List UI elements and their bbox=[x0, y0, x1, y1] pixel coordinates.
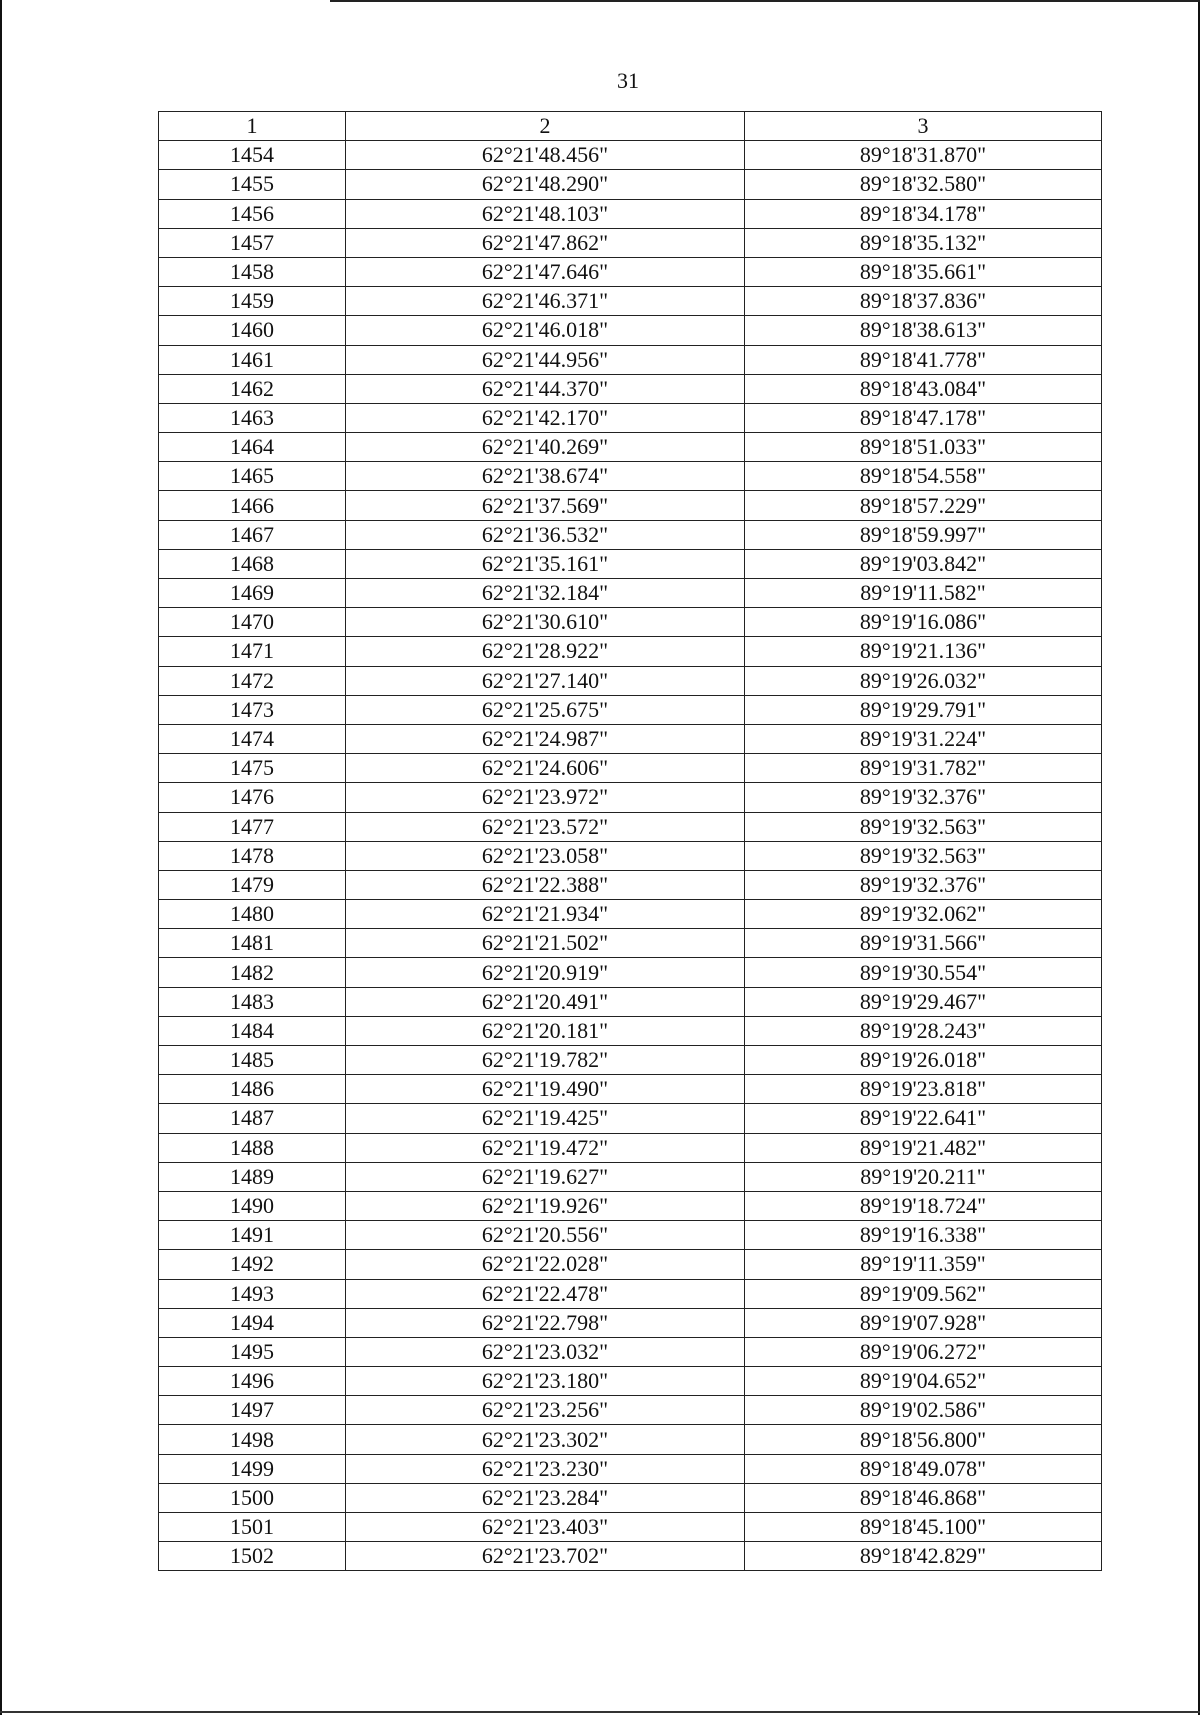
table-row bbox=[159, 287, 1102, 316]
point-number-cell: 1462 bbox=[159, 374, 346, 403]
table-row bbox=[159, 841, 1102, 870]
longitude-cell: 89°19'32.563" bbox=[745, 812, 1102, 841]
longitude-cell: 89°19'32.376" bbox=[745, 783, 1102, 812]
point-number-cell: 1483 bbox=[159, 987, 346, 1016]
point-number-cell: 1487 bbox=[159, 1104, 346, 1133]
column-header-2: 2 bbox=[346, 112, 745, 141]
latitude-cell: 62°21'23.403" bbox=[346, 1513, 745, 1542]
point-number-cell: 1480 bbox=[159, 900, 346, 929]
longitude-cell: 89°18'59.997" bbox=[745, 520, 1102, 549]
point-number-cell: 1489 bbox=[159, 1162, 346, 1191]
point-number-cell: 1463 bbox=[159, 403, 346, 432]
latitude-cell: 62°21'40.269" bbox=[346, 433, 745, 462]
longitude-cell: 89°19'07.928" bbox=[745, 1308, 1102, 1337]
point-number-cell: 1457 bbox=[159, 228, 346, 257]
point-number-cell: 1486 bbox=[159, 1075, 346, 1104]
point-number-cell: 1475 bbox=[159, 754, 346, 783]
latitude-cell: 62°21'46.018" bbox=[346, 316, 745, 345]
latitude-cell: 62°21'21.934" bbox=[346, 900, 745, 929]
latitude-cell: 62°21'30.610" bbox=[346, 608, 745, 637]
point-number-cell: 1499 bbox=[159, 1454, 346, 1483]
longitude-cell: 89°18'35.132" bbox=[745, 228, 1102, 257]
table-row bbox=[159, 520, 1102, 549]
latitude-cell: 62°21'32.184" bbox=[346, 579, 745, 608]
point-number-cell: 1488 bbox=[159, 1133, 346, 1162]
table-row bbox=[159, 1075, 1102, 1104]
point-number-cell: 1474 bbox=[159, 724, 346, 753]
latitude-cell: 62°21'20.491" bbox=[346, 987, 745, 1016]
table-row bbox=[159, 257, 1102, 286]
latitude-cell: 62°21'22.028" bbox=[346, 1250, 745, 1279]
table-row bbox=[159, 666, 1102, 695]
table-row bbox=[159, 579, 1102, 608]
longitude-cell: 89°18'54.558" bbox=[745, 462, 1102, 491]
latitude-cell: 62°21'23.032" bbox=[346, 1337, 745, 1366]
latitude-cell: 62°21'21.502" bbox=[346, 929, 745, 958]
scan-edge-top bbox=[330, 0, 1200, 2]
table-row bbox=[159, 1337, 1102, 1366]
longitude-cell: 89°19'31.782" bbox=[745, 754, 1102, 783]
point-number-cell: 1458 bbox=[159, 257, 346, 286]
longitude-cell: 89°19'29.791" bbox=[745, 695, 1102, 724]
point-number-cell: 1456 bbox=[159, 199, 346, 228]
table-row bbox=[159, 929, 1102, 958]
longitude-cell: 89°18'57.229" bbox=[745, 491, 1102, 520]
column-header-3: 3 bbox=[745, 112, 1102, 141]
point-number-cell: 1473 bbox=[159, 695, 346, 724]
latitude-cell: 62°21'28.922" bbox=[346, 637, 745, 666]
table-row bbox=[159, 1513, 1102, 1542]
longitude-cell: 89°18'35.661" bbox=[745, 257, 1102, 286]
longitude-cell: 89°19'16.338" bbox=[745, 1221, 1102, 1250]
table-row bbox=[159, 1221, 1102, 1250]
longitude-cell: 89°19'02.586" bbox=[745, 1396, 1102, 1425]
latitude-cell: 62°21'37.569" bbox=[346, 491, 745, 520]
longitude-cell: 89°19'26.018" bbox=[745, 1046, 1102, 1075]
table-row bbox=[159, 345, 1102, 374]
latitude-cell: 62°21'44.370" bbox=[346, 374, 745, 403]
latitude-cell: 62°21'47.862" bbox=[346, 228, 745, 257]
point-number-cell: 1461 bbox=[159, 345, 346, 374]
latitude-cell: 62°21'42.170" bbox=[346, 403, 745, 432]
table-row bbox=[159, 1046, 1102, 1075]
table-row bbox=[159, 1162, 1102, 1191]
table-row bbox=[159, 870, 1102, 899]
longitude-cell: 89°19'18.724" bbox=[745, 1191, 1102, 1220]
latitude-cell: 62°21'23.058" bbox=[346, 841, 745, 870]
table-row bbox=[159, 433, 1102, 462]
latitude-cell: 62°21'22.798" bbox=[346, 1308, 745, 1337]
longitude-cell: 89°19'04.652" bbox=[745, 1367, 1102, 1396]
latitude-cell: 62°21'23.180" bbox=[346, 1367, 745, 1396]
longitude-cell: 89°19'21.136" bbox=[745, 637, 1102, 666]
point-number-cell: 1490 bbox=[159, 1191, 346, 1220]
latitude-cell: 62°21'24.987" bbox=[346, 724, 745, 753]
latitude-cell: 62°21'48.103" bbox=[346, 199, 745, 228]
latitude-cell: 62°21'25.675" bbox=[346, 695, 745, 724]
longitude-cell: 89°18'41.778" bbox=[745, 345, 1102, 374]
table-row bbox=[159, 958, 1102, 987]
point-number-cell: 1455 bbox=[159, 170, 346, 199]
table-row bbox=[159, 491, 1102, 520]
longitude-cell: 89°19'06.272" bbox=[745, 1337, 1102, 1366]
latitude-cell: 62°21'19.782" bbox=[346, 1046, 745, 1075]
latitude-cell: 62°21'27.140" bbox=[346, 666, 745, 695]
latitude-cell: 62°21'23.572" bbox=[346, 812, 745, 841]
point-number-cell: 1484 bbox=[159, 1016, 346, 1045]
latitude-cell: 62°21'22.388" bbox=[346, 870, 745, 899]
point-number-cell: 1501 bbox=[159, 1513, 346, 1542]
latitude-cell: 62°21'22.478" bbox=[346, 1279, 745, 1308]
scan-edge-left bbox=[0, 0, 2, 1715]
longitude-cell: 89°19'11.359" bbox=[745, 1250, 1102, 1279]
point-number-cell: 1491 bbox=[159, 1221, 346, 1250]
latitude-cell: 62°21'20.181" bbox=[346, 1016, 745, 1045]
longitude-cell: 89°19'29.467" bbox=[745, 987, 1102, 1016]
longitude-cell: 89°19'22.641" bbox=[745, 1104, 1102, 1133]
latitude-cell: 62°21'19.627" bbox=[346, 1162, 745, 1191]
longitude-cell: 89°18'31.870" bbox=[745, 141, 1102, 170]
longitude-cell: 89°18'45.100" bbox=[745, 1513, 1102, 1542]
latitude-cell: 62°21'19.472" bbox=[346, 1133, 745, 1162]
latitude-cell: 62°21'48.290" bbox=[346, 170, 745, 199]
latitude-cell: 62°21'23.256" bbox=[346, 1396, 745, 1425]
longitude-cell: 89°19'32.062" bbox=[745, 900, 1102, 929]
longitude-cell: 89°18'34.178" bbox=[745, 199, 1102, 228]
point-number-cell: 1496 bbox=[159, 1367, 346, 1396]
table-row bbox=[159, 228, 1102, 257]
point-number-cell: 1502 bbox=[159, 1542, 346, 1571]
longitude-cell: 89°19'31.224" bbox=[745, 724, 1102, 753]
point-number-cell: 1476 bbox=[159, 783, 346, 812]
point-number-cell: 1471 bbox=[159, 637, 346, 666]
longitude-cell: 89°18'38.613" bbox=[745, 316, 1102, 345]
latitude-cell: 62°21'38.674" bbox=[346, 462, 745, 491]
table-row bbox=[159, 724, 1102, 753]
latitude-cell: 62°21'36.532" bbox=[346, 520, 745, 549]
column-header-1: 1 bbox=[159, 112, 346, 141]
point-number-cell: 1470 bbox=[159, 608, 346, 637]
point-number-cell: 1477 bbox=[159, 812, 346, 841]
point-number-cell: 1467 bbox=[159, 520, 346, 549]
longitude-cell: 89°18'47.178" bbox=[745, 403, 1102, 432]
point-number-cell: 1460 bbox=[159, 316, 346, 345]
longitude-cell: 89°19'32.376" bbox=[745, 870, 1102, 899]
table-row bbox=[159, 1454, 1102, 1483]
table-header-row bbox=[159, 112, 1102, 141]
latitude-cell: 62°21'19.926" bbox=[346, 1191, 745, 1220]
table-row bbox=[159, 462, 1102, 491]
table-row bbox=[159, 1308, 1102, 1337]
table-row bbox=[159, 1016, 1102, 1045]
table-row bbox=[159, 1133, 1102, 1162]
longitude-cell: 89°19'11.582" bbox=[745, 579, 1102, 608]
longitude-cell: 89°19'23.818" bbox=[745, 1075, 1102, 1104]
latitude-cell: 62°21'46.371" bbox=[346, 287, 745, 316]
point-number-cell: 1493 bbox=[159, 1279, 346, 1308]
point-number-cell: 1497 bbox=[159, 1396, 346, 1425]
longitude-cell: 89°19'03.842" bbox=[745, 549, 1102, 578]
longitude-cell: 89°18'46.868" bbox=[745, 1483, 1102, 1512]
table-row bbox=[159, 374, 1102, 403]
point-number-cell: 1459 bbox=[159, 287, 346, 316]
scan-edge-bottom bbox=[0, 1711, 1200, 1713]
longitude-cell: 89°19'21.482" bbox=[745, 1133, 1102, 1162]
point-number-cell: 1468 bbox=[159, 549, 346, 578]
table-row bbox=[159, 812, 1102, 841]
latitude-cell: 62°21'23.302" bbox=[346, 1425, 745, 1454]
longitude-cell: 89°19'30.554" bbox=[745, 958, 1102, 987]
table-row bbox=[159, 403, 1102, 432]
longitude-cell: 89°18'51.033" bbox=[745, 433, 1102, 462]
latitude-cell: 62°21'48.456" bbox=[346, 141, 745, 170]
table-row bbox=[159, 900, 1102, 929]
point-number-cell: 1465 bbox=[159, 462, 346, 491]
table-row bbox=[159, 754, 1102, 783]
table-row bbox=[159, 637, 1102, 666]
point-number-cell: 1479 bbox=[159, 870, 346, 899]
latitude-cell: 62°21'24.606" bbox=[346, 754, 745, 783]
page-number: 31 bbox=[617, 68, 639, 93]
point-number-cell: 1485 bbox=[159, 1046, 346, 1075]
table-row bbox=[159, 1396, 1102, 1425]
table-row bbox=[159, 549, 1102, 578]
table-row bbox=[159, 1483, 1102, 1512]
table-row bbox=[159, 1250, 1102, 1279]
longitude-cell: 89°19'32.563" bbox=[745, 841, 1102, 870]
table-row bbox=[159, 1191, 1102, 1220]
point-number-cell: 1494 bbox=[159, 1308, 346, 1337]
latitude-cell: 62°21'23.284" bbox=[346, 1483, 745, 1512]
point-number-cell: 1466 bbox=[159, 491, 346, 520]
longitude-cell: 89°19'16.086" bbox=[745, 608, 1102, 637]
table-row bbox=[159, 1425, 1102, 1454]
table-row bbox=[159, 1367, 1102, 1396]
latitude-cell: 62°21'19.425" bbox=[346, 1104, 745, 1133]
latitude-cell: 62°21'23.230" bbox=[346, 1454, 745, 1483]
point-number-cell: 1469 bbox=[159, 579, 346, 608]
longitude-cell: 89°19'28.243" bbox=[745, 1016, 1102, 1045]
latitude-cell: 62°21'20.919" bbox=[346, 958, 745, 987]
longitude-cell: 89°19'09.562" bbox=[745, 1279, 1102, 1308]
longitude-cell: 89°19'26.032" bbox=[745, 666, 1102, 695]
table-row bbox=[159, 1104, 1102, 1133]
longitude-cell: 89°18'49.078" bbox=[745, 1454, 1102, 1483]
longitude-cell: 89°18'32.580" bbox=[745, 170, 1102, 199]
latitude-cell: 62°21'23.972" bbox=[346, 783, 745, 812]
point-number-cell: 1454 bbox=[159, 141, 346, 170]
point-number-cell: 1481 bbox=[159, 929, 346, 958]
point-number-cell: 1500 bbox=[159, 1483, 346, 1512]
latitude-cell: 62°21'35.161" bbox=[346, 549, 745, 578]
table-row bbox=[159, 608, 1102, 637]
latitude-cell: 62°21'44.956" bbox=[346, 345, 745, 374]
point-number-cell: 1472 bbox=[159, 666, 346, 695]
table-row bbox=[159, 316, 1102, 345]
table-body bbox=[159, 141, 1102, 1571]
table-row bbox=[159, 141, 1102, 170]
point-number-cell: 1464 bbox=[159, 433, 346, 462]
table-row bbox=[159, 1279, 1102, 1308]
table-row bbox=[159, 695, 1102, 724]
longitude-cell: 89°18'42.829" bbox=[745, 1542, 1102, 1571]
longitude-cell: 89°18'37.836" bbox=[745, 287, 1102, 316]
table-row bbox=[159, 783, 1102, 812]
coordinates-table bbox=[158, 111, 1102, 1571]
point-number-cell: 1482 bbox=[159, 958, 346, 987]
table-row bbox=[159, 1542, 1102, 1571]
table-row bbox=[159, 987, 1102, 1016]
longitude-cell: 89°19'31.566" bbox=[745, 929, 1102, 958]
longitude-cell: 89°18'43.084" bbox=[745, 374, 1102, 403]
latitude-cell: 62°21'47.646" bbox=[346, 257, 745, 286]
point-number-cell: 1498 bbox=[159, 1425, 346, 1454]
longitude-cell: 89°19'20.211" bbox=[745, 1162, 1102, 1191]
longitude-cell: 89°18'56.800" bbox=[745, 1425, 1102, 1454]
point-number-cell: 1478 bbox=[159, 841, 346, 870]
point-number-cell: 1492 bbox=[159, 1250, 346, 1279]
table-row bbox=[159, 170, 1102, 199]
table-row bbox=[159, 199, 1102, 228]
latitude-cell: 62°21'23.702" bbox=[346, 1542, 745, 1571]
point-number-cell: 1495 bbox=[159, 1337, 346, 1366]
latitude-cell: 62°21'19.490" bbox=[346, 1075, 745, 1104]
latitude-cell: 62°21'20.556" bbox=[346, 1221, 745, 1250]
